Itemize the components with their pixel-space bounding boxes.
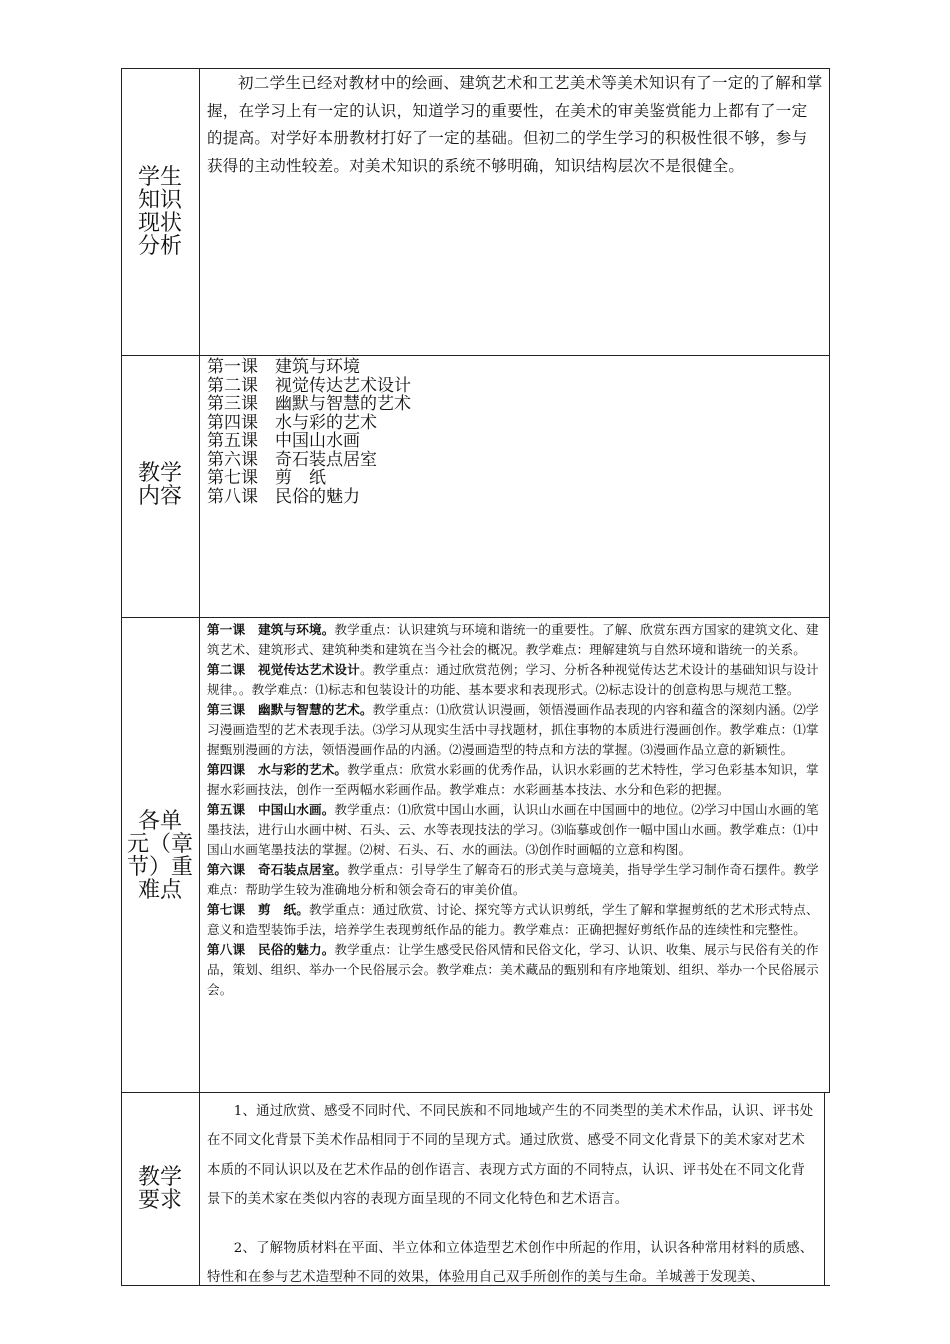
label-line: 教学 <box>137 1165 182 1190</box>
lesson-focus-body: 。教学重点：通过欣赏范例；学习、分析各种视觉传达艺术设计的基础知识与设计规律。。教学难点：⑴标志和包装设计的功能、基本要求和表现形式。⑵标志设计的创意构思与规范工整。 <box>207 662 819 697</box>
lesson-focus-title: 第一课 建筑与环境。 <box>207 622 335 637</box>
requirement-paragraph: 1、通过欣赏、感受不同时代、不同民族和不同地域产生的不同类型的美术术作品，认识、评书处在不同文化背景下美术作品相同于不同的呈现方式。通过欣赏、感受不同文化背景下的美术家对艺术本质的不同认识以及在艺术作品的创作语言、表现方式方面的不同特点，认识、评书处在不同文化背景下的美术家在类似内容的表现方面呈现的不同文化特色和艺术语言。 <box>207 1104 814 1207</box>
lesson-focus-body: 教学重点：欣赏水彩画的优秀作品，认识水彩画的艺术特性，学习色彩基本知识，掌握水彩画技法，创作一至两幅水彩画作品。教学难点：水彩画基本技法、水分和色彩的把握。 <box>207 762 819 797</box>
lesson-focus <box>207 700 823 760</box>
lesson-focus-title: 第五课 中国山水画。 <box>207 802 335 817</box>
label-line: 各单 <box>137 809 182 834</box>
lesson-focus <box>207 860 823 900</box>
lesson-focus-body: 教学重点：⑴欣赏认识漫画，领悟漫画作品表现的内容和蕴含的深刻内涵。⑵学习漫画造型的艺术表现手法。⑶学习从现实生活中寻找题材，抓住事物的本质进行漫画创作。教学难点：⑴掌握甄别漫画的方法，领悟漫画作品的内涵。⑵漫画造型的特点和方法的掌握。⑶漫画作品立意的新颖性。 <box>207 702 819 757</box>
lesson-list <box>207 358 823 506</box>
label-line: 知识 <box>137 188 182 213</box>
lesson-focus-body: 教学重点：让学生感受民俗风情和民俗文化，学习、认识、收集、展示与民俗有关的作品，策划、组织、举办一个民俗展示会。教学难点：美术藏品的甄别和有序地策划、组织、举办一个民俗展示会。 <box>207 942 819 997</box>
lesson-item: 第七课 剪 纸 <box>207 468 326 488</box>
label-line: 学生 <box>137 165 182 190</box>
lesson-item: 第四课 水与彩的艺术 <box>207 412 377 433</box>
lesson-focus <box>207 940 823 1000</box>
table-border-right-lower <box>824 1092 825 1286</box>
label-line: 要求 <box>137 1188 182 1213</box>
lesson-item: 第五课 中国山水画 <box>207 431 360 451</box>
label-line: 现状 <box>137 211 182 236</box>
lesson-focus-title: 第八课 民俗的魅力。 <box>207 942 335 957</box>
lesson-focus <box>207 900 823 940</box>
row-label-teaching-content <box>122 462 198 508</box>
row-label-teaching-requirements <box>122 1166 198 1212</box>
lesson-focus-title: 第七课 剪 纸。 <box>207 902 309 917</box>
lesson-focus-body: 教学重点：通过欣赏、讨论、探究等方式认识剪纸，学生了解和掌握剪纸的艺术形式特点、意义和造型装饰手法，培养学生表现剪纸作品的能力。教学难点：正确把握好剪纸作品的连续性和完整性。 <box>207 902 819 937</box>
row-divider-2 <box>121 617 830 618</box>
row-label-student-analysis <box>122 166 198 258</box>
student-analysis-cell <box>207 70 823 180</box>
label-line: 内容 <box>137 484 182 509</box>
table-border-top <box>121 68 830 69</box>
lesson-focus-title: 第六课 奇石装点居室。 <box>207 862 348 877</box>
row-divider-3 <box>121 1092 830 1093</box>
lesson-item: 第三课 幽默与智慧的艺术 <box>207 394 411 414</box>
label-line: 元（章 <box>126 832 193 857</box>
lesson-focus <box>207 760 823 800</box>
lesson-focus-body: 教学重点：⑴欣赏中国山水画，认识山水画在中国画中的地位。⑵学习中国山水画的笔墨技法，进行山水画中树、石头、云、水等表现技法的学习。⑶临摹或创作一幅中国山水画。教学难点：⑴中国山水画笔墨技法的掌握。⑵树、石头、石、水的画法。⑶创作时画幅的立意和构图。 <box>207 802 819 857</box>
lesson-focus <box>207 800 823 860</box>
teaching-requirements-cell <box>207 1097 817 1293</box>
lesson-item: 第八课 民俗的魅力 <box>207 486 360 507</box>
lesson-focus-body: 教学重点：认识建筑与环境和谐统一的重要性。了解、欣赏东西方国家的建筑文化、建筑艺术、建筑形式、建筑种类和建筑在当今社会的概况。教学难点：理解建筑与自然环境和谐统一的关系。 <box>207 622 819 657</box>
requirement-paragraph: 2、了解物质材料在平面、半立体和立体造型艺术创作中所起的作用，认识各种常用材料的质感、特性和在参与艺术造型种不同的效果，体验用自己双手所创作的美与生命。羊城善于发现美、 <box>207 1241 814 1286</box>
lesson-item: 第二课 视觉传达艺术设计 <box>207 375 411 396</box>
table-border-right <box>829 68 830 1093</box>
lesson-focus-title: 第三课 幽默与智慧的艺术。 <box>207 702 373 717</box>
label-line: 教学 <box>137 461 182 486</box>
lesson-focus-title: 第二课 视觉传达艺术设计 <box>207 662 360 677</box>
row-label-key-difficulties <box>122 810 198 902</box>
key-difficulties-cell <box>207 620 823 1000</box>
lesson-focus-body: 教学重点：引导学生了解奇石的形式美与意境美，指导学生学习制作奇石摆件。教学难点：帮助学生较为准确地分析和领会奇石的审美价值。 <box>207 862 819 897</box>
student-analysis-text: 初二学生已经对教材中的绘画、建筑艺术和工艺美术等美术知识有了一定的了解和掌握，在学习上有一定的认识，知道学习的重要性，在美术的审美鉴赏能力上都有了一定的提高。对学好本册教材打好了一定的基础。但初二的学生学习的积极性很不够，参与获得的主动性较差。对美术知识的系统不够明确，知识结构层次不是很健全。 <box>207 74 823 175</box>
label-line: 难点 <box>137 878 182 903</box>
lesson-focus-title: 第四课 水与彩的艺术。 <box>207 762 348 777</box>
lesson-focus <box>207 660 823 700</box>
lesson-item: 第六课 奇石装点居室 <box>207 449 377 470</box>
row-divider-1 <box>121 355 830 356</box>
column-divider <box>199 68 200 1286</box>
label-line: 分析 <box>137 234 182 259</box>
label-line: 节）重 <box>126 855 193 880</box>
lesson-item: 第一课 建筑与环境 <box>207 357 360 377</box>
teaching-content-cell <box>207 358 823 506</box>
lesson-focus <box>207 620 823 660</box>
